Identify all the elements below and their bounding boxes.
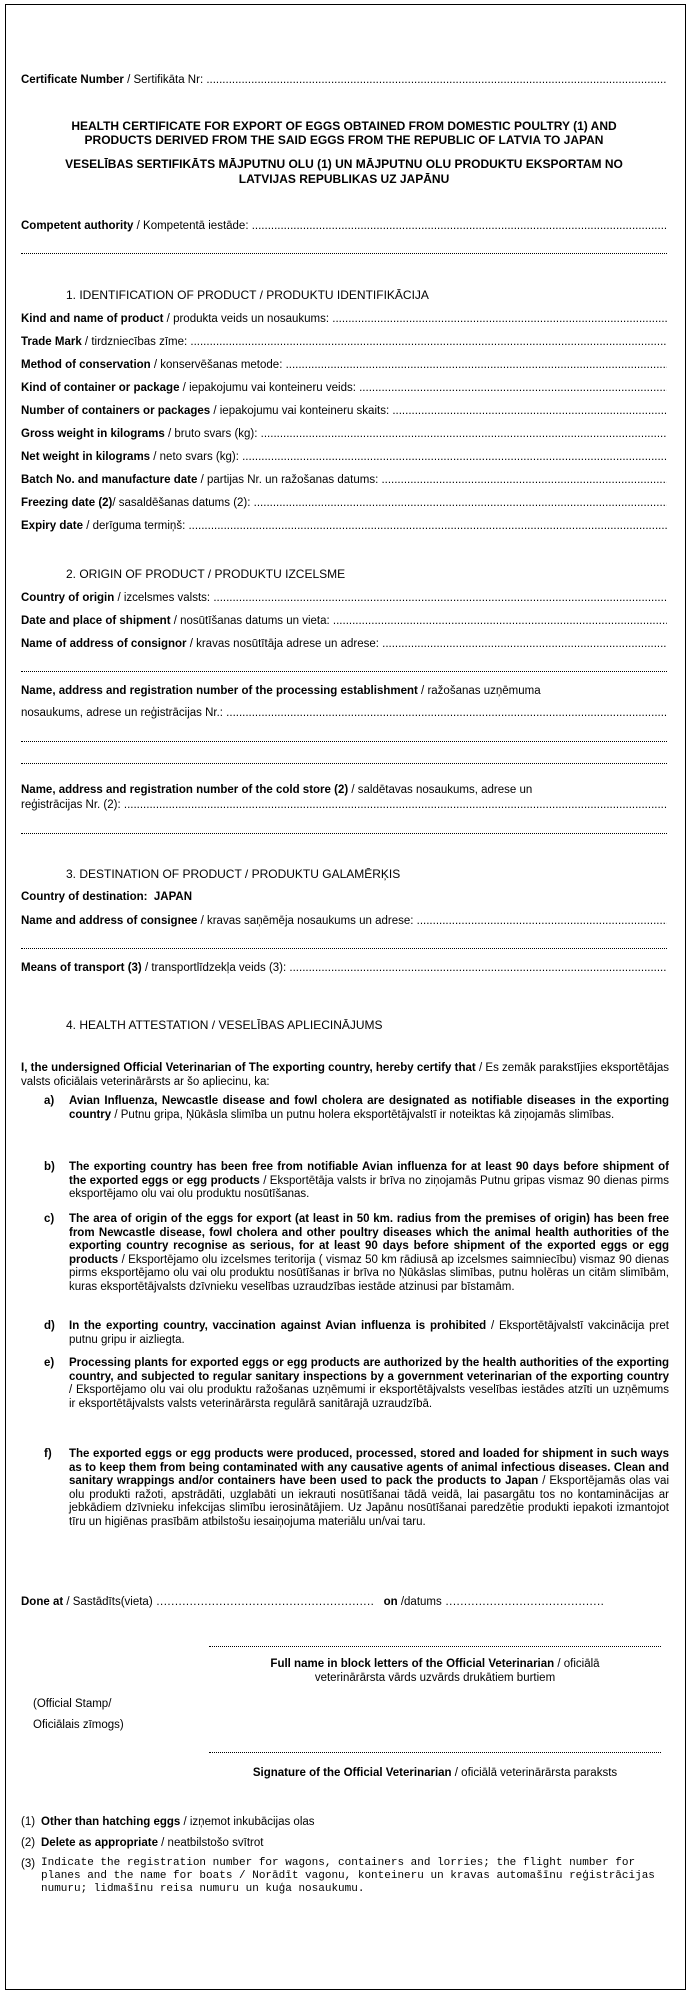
processing-establishment-line-1: Name, address and registration number of the processing establishment / ražošanas uzņēmuma: [21, 685, 541, 697]
product-field-10[interactable]: Expiry date / derīguma termiņš: .....: [21, 519, 667, 533]
section-1-heading: 1. IDENTIFICATION OF PRODUCT / PRODUKTU IDENTIFIKĀCIJA: [66, 288, 429, 302]
attestation-intro: I, the undersigned Official Veterinarian of The exporting country, hereby certify that / Es zemāk parakstījies eksportētājas valsts oficiālais veterinārārsts ar šo apliecinu, ka:: [21, 1062, 669, 1088]
certificate-page: Certificate Number / Sertifikāta Nr: ..... HEALTH CERTIFICATE FOR EXPORT OF EGGS OBTAINED FROM DOMESTIC POULTRY (1) AND PRODUCTS DERIVED FROM THE SAID EGGS FROM THE REPUBLIC OF LATVIA TO JAPAN VESELĪBAS SERTIFIKĀTS MĀJPUTNU OLU (1) UN MĀJPUTNU OLU PRODUKTU EKSPORTAM NO LATVIJAS REPUBLIKAS UZ JAPĀNU Competent authority / Kompetentā iestāde: ..... 1. IDENTIFICATION OF PRODUCT / PRODUKTU IDENTIFIKĀCIJA Kind and name of product / produkta veids un nosaukums: ..... Trade Mark / tirdzniecības zīme: ..... Method of conservation / konservēšanas metode: ..... Kind of container or package / iepakojumu vai konteineru veids: ..... Number of containers or packages / iepakojumu vai konteineru skaits: ..... Gross weight in kilograms / bruto svars (kg): ..... Net weight in kilograms / neto svars (kg): ..... Batch No. and manufacture date / partijas Nr. un ražošanas datums: ..... Freezing date (2)/ sasaldēšanas datums (2): ..... Expiry date / derīguma termiņš: ..... 2. ORIGIN OF PRODUCT / PRODUKTU IZCELSME Country of origin / izcelsmes valsts: ..... Date and place of shipment / nosūtīšanas datums un vieta: ..... Name of address of consignor / kravas nosūtītāja adrese un adrese: ..... Name, address and registration number of the processing establishment / ražošanas uzņēmuma nosaukums, adrese un reģistrācijas Nr.: ..... Name, address and registration number of the cold store (2) / saldētavas nosaukums, adrese un reģistrācijas Nr. (2): ..... 3. DESTINATION OF PRODUCT / PRODUKTU GALAMĒRĶIS Country of destination: JAPAN Name and address of consignee / kravas saņēmēja nosaukums un adrese: ..... Means of transport (3) / transportlīdzekļa veids (3): ..... 4. HEALTH ATTESTATION / VESELĪBAS APLIECINĀJUMS I, the undersigned Official Veterinarian of The exporting country, hereby certify that / Es zemāk parakstījies eksportētājas valsts oficiālais veterinārārsts ar šo apliecinu, ka: a) Avian Influenza, Newcastle disease and fowl cholera are designated as notifiable diseases in the exporting country / Putnu gripa, Ņūkāsla slimība un putnu holera eksportētājvalstī ir noteiktas kā ziņojamās slimības. b) The exporting country has been free from notifiable Avian influenza for at least 90 days before shipment of the exported eggs or egg products / Eksportētāja valsts ir brīva no ziņojamās Putnu gripas vismaz 90 dienas pirms eksportējamo olu vai olu produktu nosūtīšanas. c) The area of origin of the eggs for export (at least in 50 km. radius from the premises of origin) has been free from Newcastle disease, fowl cholera and other poultry diseases which the animal health authorities of the exporting country recognise as serious, for at least 90 days before shipment of the exported eggs or egg products / Eksportējamo olu izcelsmes teritorija ( vismaz 50 km rādiusā ap izcelsmes saimniecību) vismaz 90 dienas pirms eksportējamo olu vai olu produktu nosūtīšanas ir brīva no Ņūkāslas slimības, putnu holēras un citām slimībām, kuras eksportētājvalsts dzīvnieku veselības uzraudzības iestāde atzinusi par bīstamām. d) In the exporting country, vaccination against Avian influenza is prohibited / Eksportētājvalstī vakcinācija pret putnu gripu ir aizliegta. e) Processing plants for exported eggs or egg products are authorized by the health authorities of the exporting country, and subjected to regular sanitary inspections by a government veterinarian of the exporting country / Eksportējamo olu vai olu produktu ražošanas uzņēmumi ir eksportētājvalsts veselības iestādes atzīti un uzņēmums ir eksportētājvalsts valsts veterinārārsta regulārā sanitārajā uzraudzībā. f) The exported eggs or egg products were produced, processed, stored and loaded for shipment in such ways as to keep them from being contaminated with any causative agents of animal infectious diseases. Clean and sanitary wrappings and/or containers have been used to pack the products to Japan / Eksportējamās olas vai olu produkti ražoti, apstrādāti, uzglabāti un iekrauti nosūtīšanai tādā veidā, lai pasargātu tos no kontaminācijas ar jebkādiem dzīvnieku infekcijas slimību ierosinātājiem. Uz Japānu nosūtīšanai paredzētie produkti iepakoti izmantojot tīru un higiēnas prasībām atbilstošu iesaiņojuma materiālu un/vai taru. Done at / Sastādīts(vieta) ........................................................... on /datums ........................................... Full name in block letters of the Official Veterinarian / oficiālā veterinārārsta vārds uzvārds drukātiem burtiem (Official Stamp/ Oficiālais zīmogs) Signature of the Official Veterinarian / oficiālā veterinārārsta paraksts (1) Other than hatching eggs / izņemot inkubācijas olas (2) Delete as appropriate / neatbilstošo svītrot (3) Indicate the registration number for wagons, containers and lorries; the flight number for planes and the name for boats / Norādīt vagonu, konteineru un kravas automašīnu reģistrācijas numuru; lidmašīnu reisa numuru un kuģa nosaukumu.: [5, 4, 686, 1990]
certificate-number-field[interactable]: Certificate Number / Sertifikāta Nr: .....: [21, 73, 667, 87]
signature-line[interactable]: [209, 1751, 661, 1753]
title-lv-line-2: LATVIJAS REPUBLIKAS UZ JAPĀNU: [238, 172, 450, 186]
country-of-destination: Country of destination: JAPAN: [21, 891, 193, 903]
title-en-line-1: HEALTH CERTIFICATE FOR EXPORT OF EGGS OBTAINED FROM DOMESTIC POULTRY (1) AND: [71, 119, 617, 133]
consignor-field[interactable]: Name of address of consignor / kravas nosūtītāja adrese un adrese: .....: [21, 637, 667, 651]
product-field-8[interactable]: Batch No. and manufacture date / partijas Nr. un ražošanas datums: .....: [21, 473, 667, 487]
means-of-transport-field[interactable]: Means of transport (3) / transportlīdzekļa veids (3): .....: [21, 961, 667, 975]
cold-store-extra-line[interactable]: [21, 823, 667, 834]
product-field-4[interactable]: Kind of container or package / iepakojumu vai konteineru veids: .....: [21, 381, 667, 395]
product-field-6[interactable]: Gross weight in kilograms / bruto svars (kg): .....: [21, 427, 667, 441]
processing-extra-line-2[interactable]: [21, 753, 667, 764]
consignee-field[interactable]: Name and address of consignee / kravas saņēmēja nosaukums un adrese: .....: [21, 914, 667, 928]
section-2-heading: 2. ORIGIN OF PRODUCT / PRODUKTU IZCELSME: [66, 567, 346, 581]
product-field-5[interactable]: Number of containers or packages / iepakojumu vai konteineru skaits: .....: [21, 404, 667, 418]
vet-name-line[interactable]: [209, 1645, 661, 1647]
shipment-date-place-field[interactable]: Date and place of shipment / nosūtīšanas datums un vieta: .....: [21, 614, 667, 628]
section-3-heading: 3. DESTINATION OF PRODUCT / PRODUKTU GALAMĒRĶIS: [66, 867, 401, 881]
certificate-number-label: Certificate Number: [21, 74, 124, 86]
competent-authority-field[interactable]: Competent authority / Kompetentā iestāde: .....: [21, 219, 667, 233]
vet-name-caption: Full name in block letters of the Official Veterinarian / oficiālā veterinārārsta vārds uzvārds drukātiem burtiem: [270, 1658, 600, 1684]
official-stamp-area: (Official Stamp/ Oficiālais zīmogs): [33, 1698, 124, 1731]
authority-extra-line[interactable]: [21, 243, 667, 254]
title-lv-line-1: VESELĪBAS SERTIFIKĀTS MĀJPUTNU OLU (1) UN MĀJPUTNU OLU PRODUKTU EKSPORTAM NO: [65, 157, 623, 171]
product-field-1[interactable]: Kind and name of product / produkta veids un nosaukums: .....: [21, 312, 667, 326]
done-at-field[interactable]: Done at / Sastādīts(vieta) ........................................................... on /datums ...........................................: [21, 1596, 605, 1608]
product-field-9[interactable]: Freezing date (2)/ sasaldēšanas datums (2): .....: [21, 496, 667, 510]
signature-caption: Signature of the Official Veterinarian / oficiālā veterinārārsta paraksts: [252, 1767, 618, 1779]
cold-store-field[interactable]: reģistrācijas Nr. (2): .....: [21, 798, 667, 812]
product-field-7[interactable]: Net weight in kilograms / neto svars (kg): .....: [21, 450, 667, 464]
product-field-3[interactable]: Method of conservation / konservēšanas metode: .....: [21, 358, 667, 372]
product-field-2[interactable]: Trade Mark / tirdzniecības zīme: .....: [21, 335, 667, 349]
processing-extra-line-1[interactable]: [21, 731, 667, 742]
consignor-extra-line[interactable]: [21, 661, 667, 672]
destination-value: JAPAN: [153, 891, 193, 903]
consignee-extra-line[interactable]: [21, 938, 667, 949]
section-4-heading: 4. HEALTH ATTESTATION / VESELĪBAS APLIECINĀJUMS: [66, 1018, 383, 1032]
title-en-line-2: PRODUCTS DERIVED FROM THE SAID EGGS FROM THE REPUBLIC OF LATVIA TO JAPAN: [84, 133, 604, 147]
processing-establishment-field[interactable]: nosaukums, adrese un reģistrācijas Nr.: .....: [21, 706, 667, 720]
country-of-origin-field[interactable]: Country of origin / izcelsmes valsts: .....: [21, 591, 667, 605]
cold-store-line-1: Name, address and registration number of the cold store (2) / saldētavas nosaukums, adrese un: [21, 784, 533, 796]
